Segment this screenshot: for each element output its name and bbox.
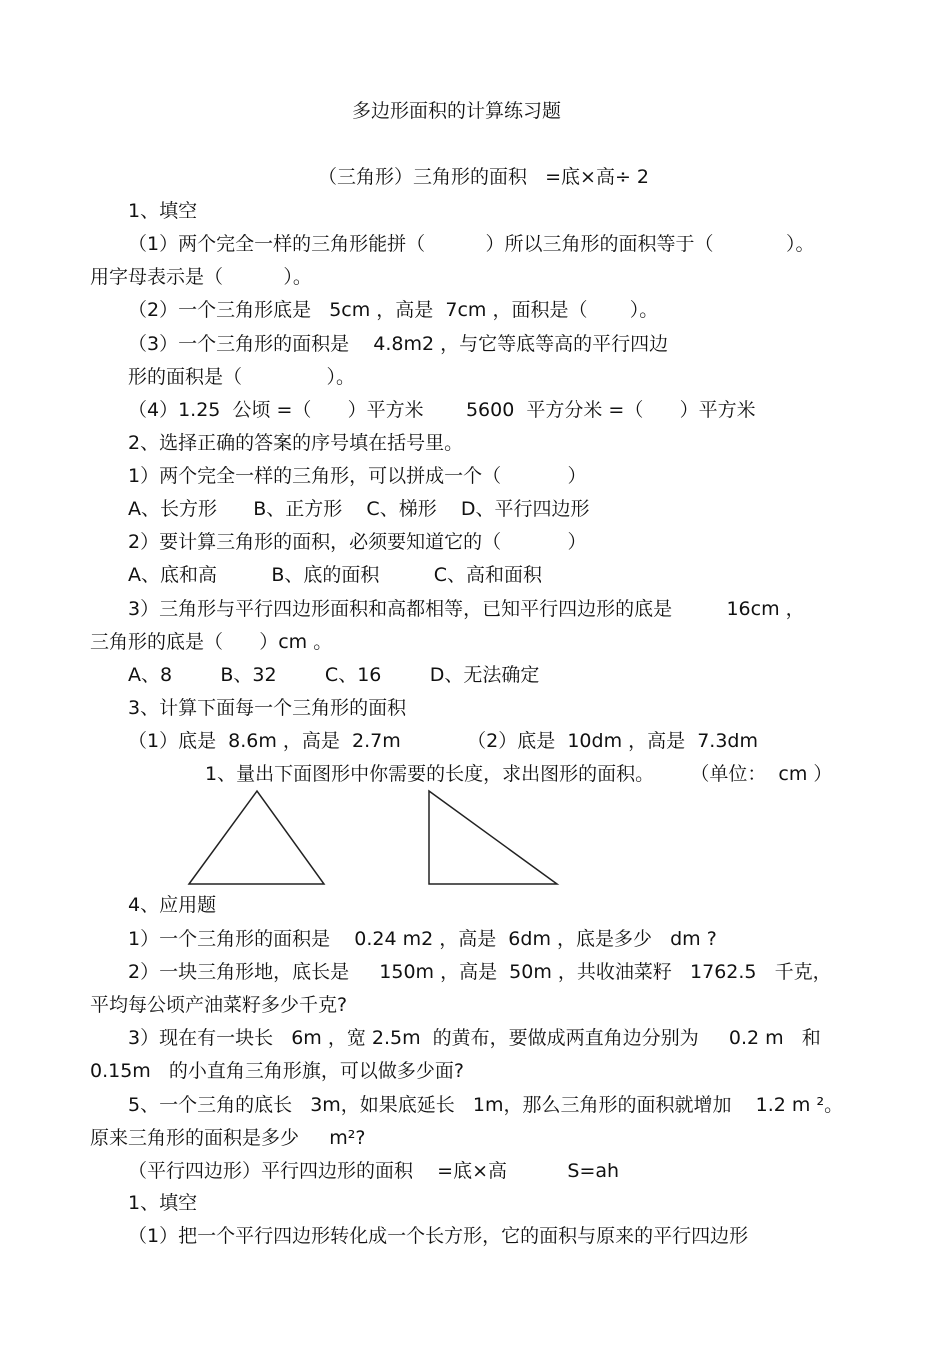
question-2-3-options: A、8 B、32 C、16 D、无法确定 <box>128 664 540 686</box>
question-3-heading: 3、计算下面每一个三角形的面积 <box>128 697 407 719</box>
question-1-4: （4）1.25 公顷 =（ ）平方米 5600 平方分米 =（ ）平方米 <box>128 399 756 421</box>
question-4-2-line-1: 2）一块三角形地，底长是 150m ，高是 50m ，共收油菜籽 1762.5 千克， <box>128 961 832 983</box>
question-4-3-line-2: 0.15m 的小直角三角形旗，可以做多少面? <box>90 1060 465 1082</box>
acute-triangle <box>189 791 324 884</box>
parallelogram-question-1-1: （1）把一个平行四边形转化成一个长方形，它的面积与原来的平行四边形 <box>128 1225 749 1247</box>
question-2-1: 1）两个完全一样的三角形，可以拼成一个（ ） <box>128 465 587 487</box>
parallelogram-question-1-heading: 1、填空 <box>128 1192 198 1214</box>
section-heading-triangle: （三角形）三角形的面积 =底×高÷ 2 <box>318 166 650 188</box>
question-2-3-line-1: 3）三角形与平行四边形面积和高都相等，已知平行四边形的底是 16cm ， <box>128 598 805 620</box>
page-title: 多边形面积的计算练习题 <box>352 100 562 122</box>
question-1-3-line-1: （3）一个三角形的面积是 4.8m2 ，与它等底等高的平行四边 <box>128 333 669 355</box>
question-5-line-2: 原来三角形的面积是多少 m²? <box>90 1127 366 1149</box>
question-4-1: 1）一个三角形的面积是 0.24 m2 ，高是 6dm ，底是多少 dm ? <box>128 928 717 950</box>
question-5-line-1: 5、一个三角的底长 3m，如果底延长 1m，那么三角形的面积就增加 1.2 m ²。 <box>128 1094 844 1116</box>
section-heading-parallelogram: （平行四边形）平行四边形的面积 =底×高 S=ah <box>128 1160 620 1182</box>
question-2-2: 2）要计算三角形的面积，必须要知道它的（ ） <box>128 531 587 553</box>
question-3-items: （1）底是 8.6m ，高是 2.7m （2）底是 10dm ，高是 7.3dm <box>128 730 758 752</box>
question-4-2-line-2: 平均每公顷产油菜籽多少千克? <box>90 994 348 1016</box>
question-4-3-line-1: 3）现在有一块长 6m ，宽 2.5m 的黄布，要做成两直角边分别为 0.2 m 和 <box>128 1027 821 1049</box>
question-1-1-line-2: 用字母表示是（ ）。 <box>90 266 312 288</box>
question-2-2-options: A、底和高 B、底的面积 C、高和面积 <box>128 564 543 586</box>
question-1-1-line-1: （1）两个完全一样的三角形能拼（ ）所以三角形的面积等于（ ）。 <box>128 233 815 255</box>
measure-instruction: 1、量出下面图形中你需要的长度，求出图形的面积。 （单位： cm ） <box>205 763 833 785</box>
question-1-heading: 1、填空 <box>128 200 198 222</box>
right-triangle <box>429 791 557 884</box>
question-2-3-line-2: 三角形的底是（ ）cm 。 <box>90 631 333 653</box>
question-1-3-line-2: 形的面积是（ ）。 <box>128 366 356 388</box>
question-2-1-options: A、长方形 B、正方形 C、梯形 D、平行四边形 <box>128 498 590 520</box>
question-4-heading: 4、应用题 <box>128 894 217 916</box>
question-1-2: （2）一个三角形底是 5cm ，高是 7cm ，面积是（ ）。 <box>128 299 659 321</box>
question-2-heading: 2、选择正确的答案的序号填在括号里。 <box>128 432 464 454</box>
